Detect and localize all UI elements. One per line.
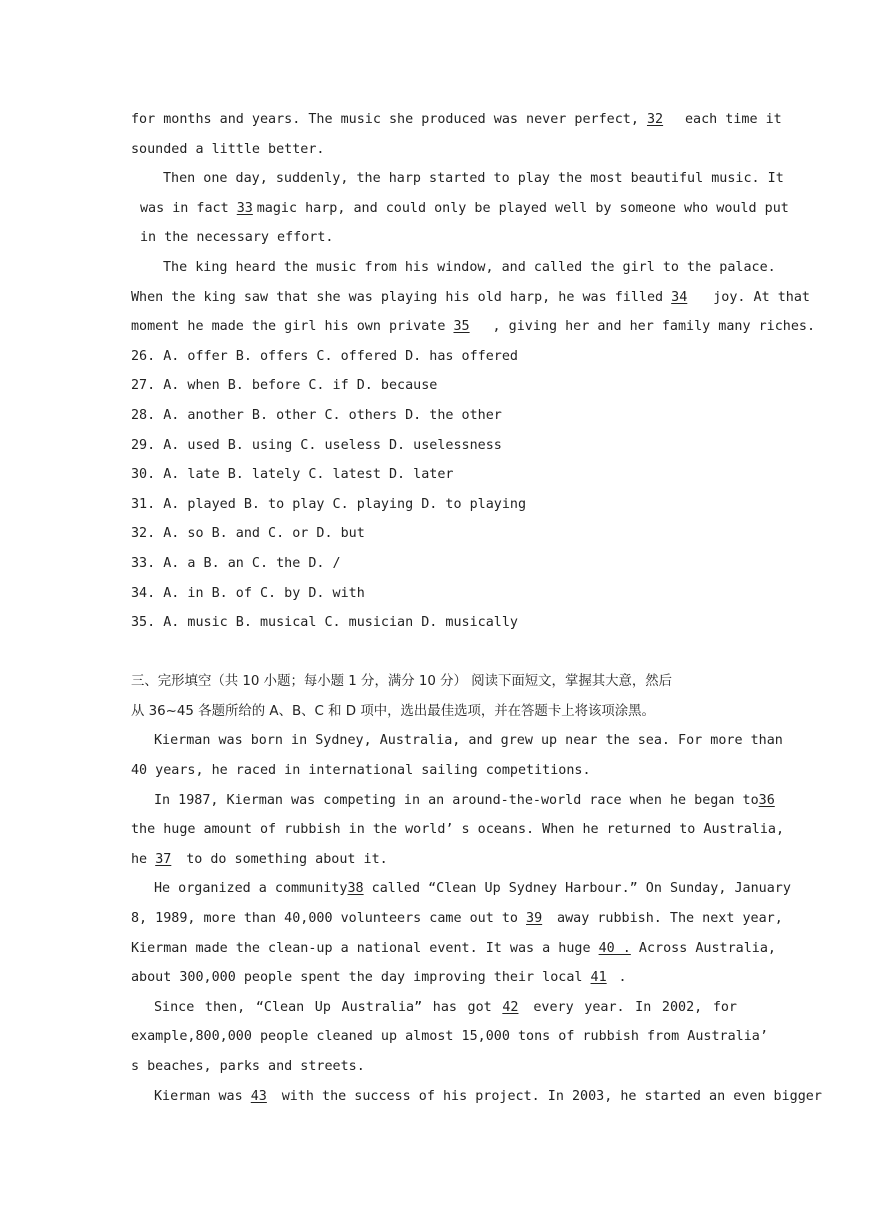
document-page [131,105,822,1111]
passage-line [131,845,737,875]
text-run: every year. In 2002, for [533,999,737,1015]
passage-line: s beaches, parks and streets. [131,1059,365,1074]
text-run: magic harp, and could only be played well by someone who would put [256,200,789,216]
text-run: called “Clean Up Sydney Harbour.” On Sunday, January [363,881,791,897]
passage-line: Kierman was born in Sydney, Australia, and grew up near the sea. For more than [154,733,783,749]
passage-line: the huge amount of rubbish in the world’ s oceans. When he returned to Australia, [131,822,785,838]
blank-41: 41 [590,970,607,986]
text-run: was in fact [140,200,237,216]
blank-37: 37 [155,851,172,867]
section-spacer [131,638,737,668]
blank-34: 34 [671,289,688,305]
section-heading: 从 36~45 各题所给的 A、B、C 和 D 项中，选出最佳选项，并在答题卡上将该项涂黑。 [131,703,655,719]
blank-33: 33 [236,200,253,216]
question-item: 27. A. when B. before C. if D. because [131,378,438,394]
text-run: 8, 1989, more than 40,000 volunteers came out to [131,911,527,927]
passage-line [131,786,775,816]
text-run: each time it [684,112,782,127]
text-run: about 300,000 people spent the day improving their local [131,970,591,986]
text-run: joy. At that [705,289,810,305]
question-list [131,342,737,638]
blank-42: 42 [502,999,519,1015]
text-run: Since then, “Clean Up Australia” has got [154,999,503,1015]
text-run: for months and years. The music she produced was never perfect, [131,112,647,127]
passage-line [131,194,789,224]
question-item: 35. A. music B. musical C. musician D. musically [131,615,518,631]
blank-43: 43 [250,1088,267,1104]
blank-35: 35 [453,319,470,335]
passage-line: example,800,000 people cleaned up almost 15,000 tons of rubbish from Australia’ [131,1029,768,1045]
passage-line: The king heard the music from his window, and called the girl to the palace. [163,259,776,275]
section-heading: 三、完形填空（共 10 小题；每小题 1 分，满分 10 分） 阅读下面短文，掌握其大意，然后 [131,674,673,690]
text-run: When the king saw that she was playing his old harp, he was filled [131,289,672,305]
question-item: 33. A. a B. an C. the D. / [131,555,341,571]
passage-line [131,993,737,1023]
text-run: away rubbish. The next year, [557,911,783,927]
question-item: 32. A. so B. and C. or D. but [131,526,365,542]
passage-line [131,963,737,993]
blank-36: 36 [758,792,775,808]
text-run: , giving her and her family many riches. [484,319,816,335]
blank-32: 32 [646,112,664,127]
question-item: 34. A. in B. of C. by D. with [131,585,365,601]
text-run: to do something about it. [186,851,388,867]
question-item: 31. A. played B. to play C. playing D. to playing [131,496,527,512]
blank-40: 40 . [598,940,631,956]
text-run: Kierman made the clean-up a national event. It was a huge [131,940,599,956]
text-run: Across Australia, [630,940,776,956]
passage-line [131,934,776,964]
text-run: with the success of his project. In 2003, he started an even bigger [281,1088,822,1104]
passage-line [131,312,816,342]
text-run: he [131,851,156,867]
question-item: 30. A. late B. lately C. latest D. later [131,467,454,483]
passage-line: sounded a little better. [131,141,325,157]
blank-39: 39 [526,911,543,927]
passage-line: in the necessary effort. [140,230,334,246]
text-run: Kierman was [154,1088,251,1104]
text-run: . [618,970,627,986]
passage-line [131,283,810,313]
passage-line: Then one day, suddenly, the harp started to play the most beautiful music. It [163,171,784,187]
passage-line [131,105,782,135]
text-run: He organized a community [154,881,348,897]
text-run: In 1987, Kierman was competing in an around-the-world race when he began to [154,792,759,808]
question-item: 26. A. offer B. offers C. offered D. has offered [131,348,518,364]
passage-line [131,874,791,904]
passage-line [131,904,783,934]
question-item: 28. A. another B. other C. others D. the other [131,407,502,423]
passage-line [131,1082,822,1112]
blank-38: 38 [347,881,364,897]
text-run: moment he made the girl his own private [131,319,454,335]
passage-line: 40 years, he raced in international sailing competitions. [131,763,591,779]
question-item: 29. A. used B. using C. useless D. uselessness [131,437,502,453]
